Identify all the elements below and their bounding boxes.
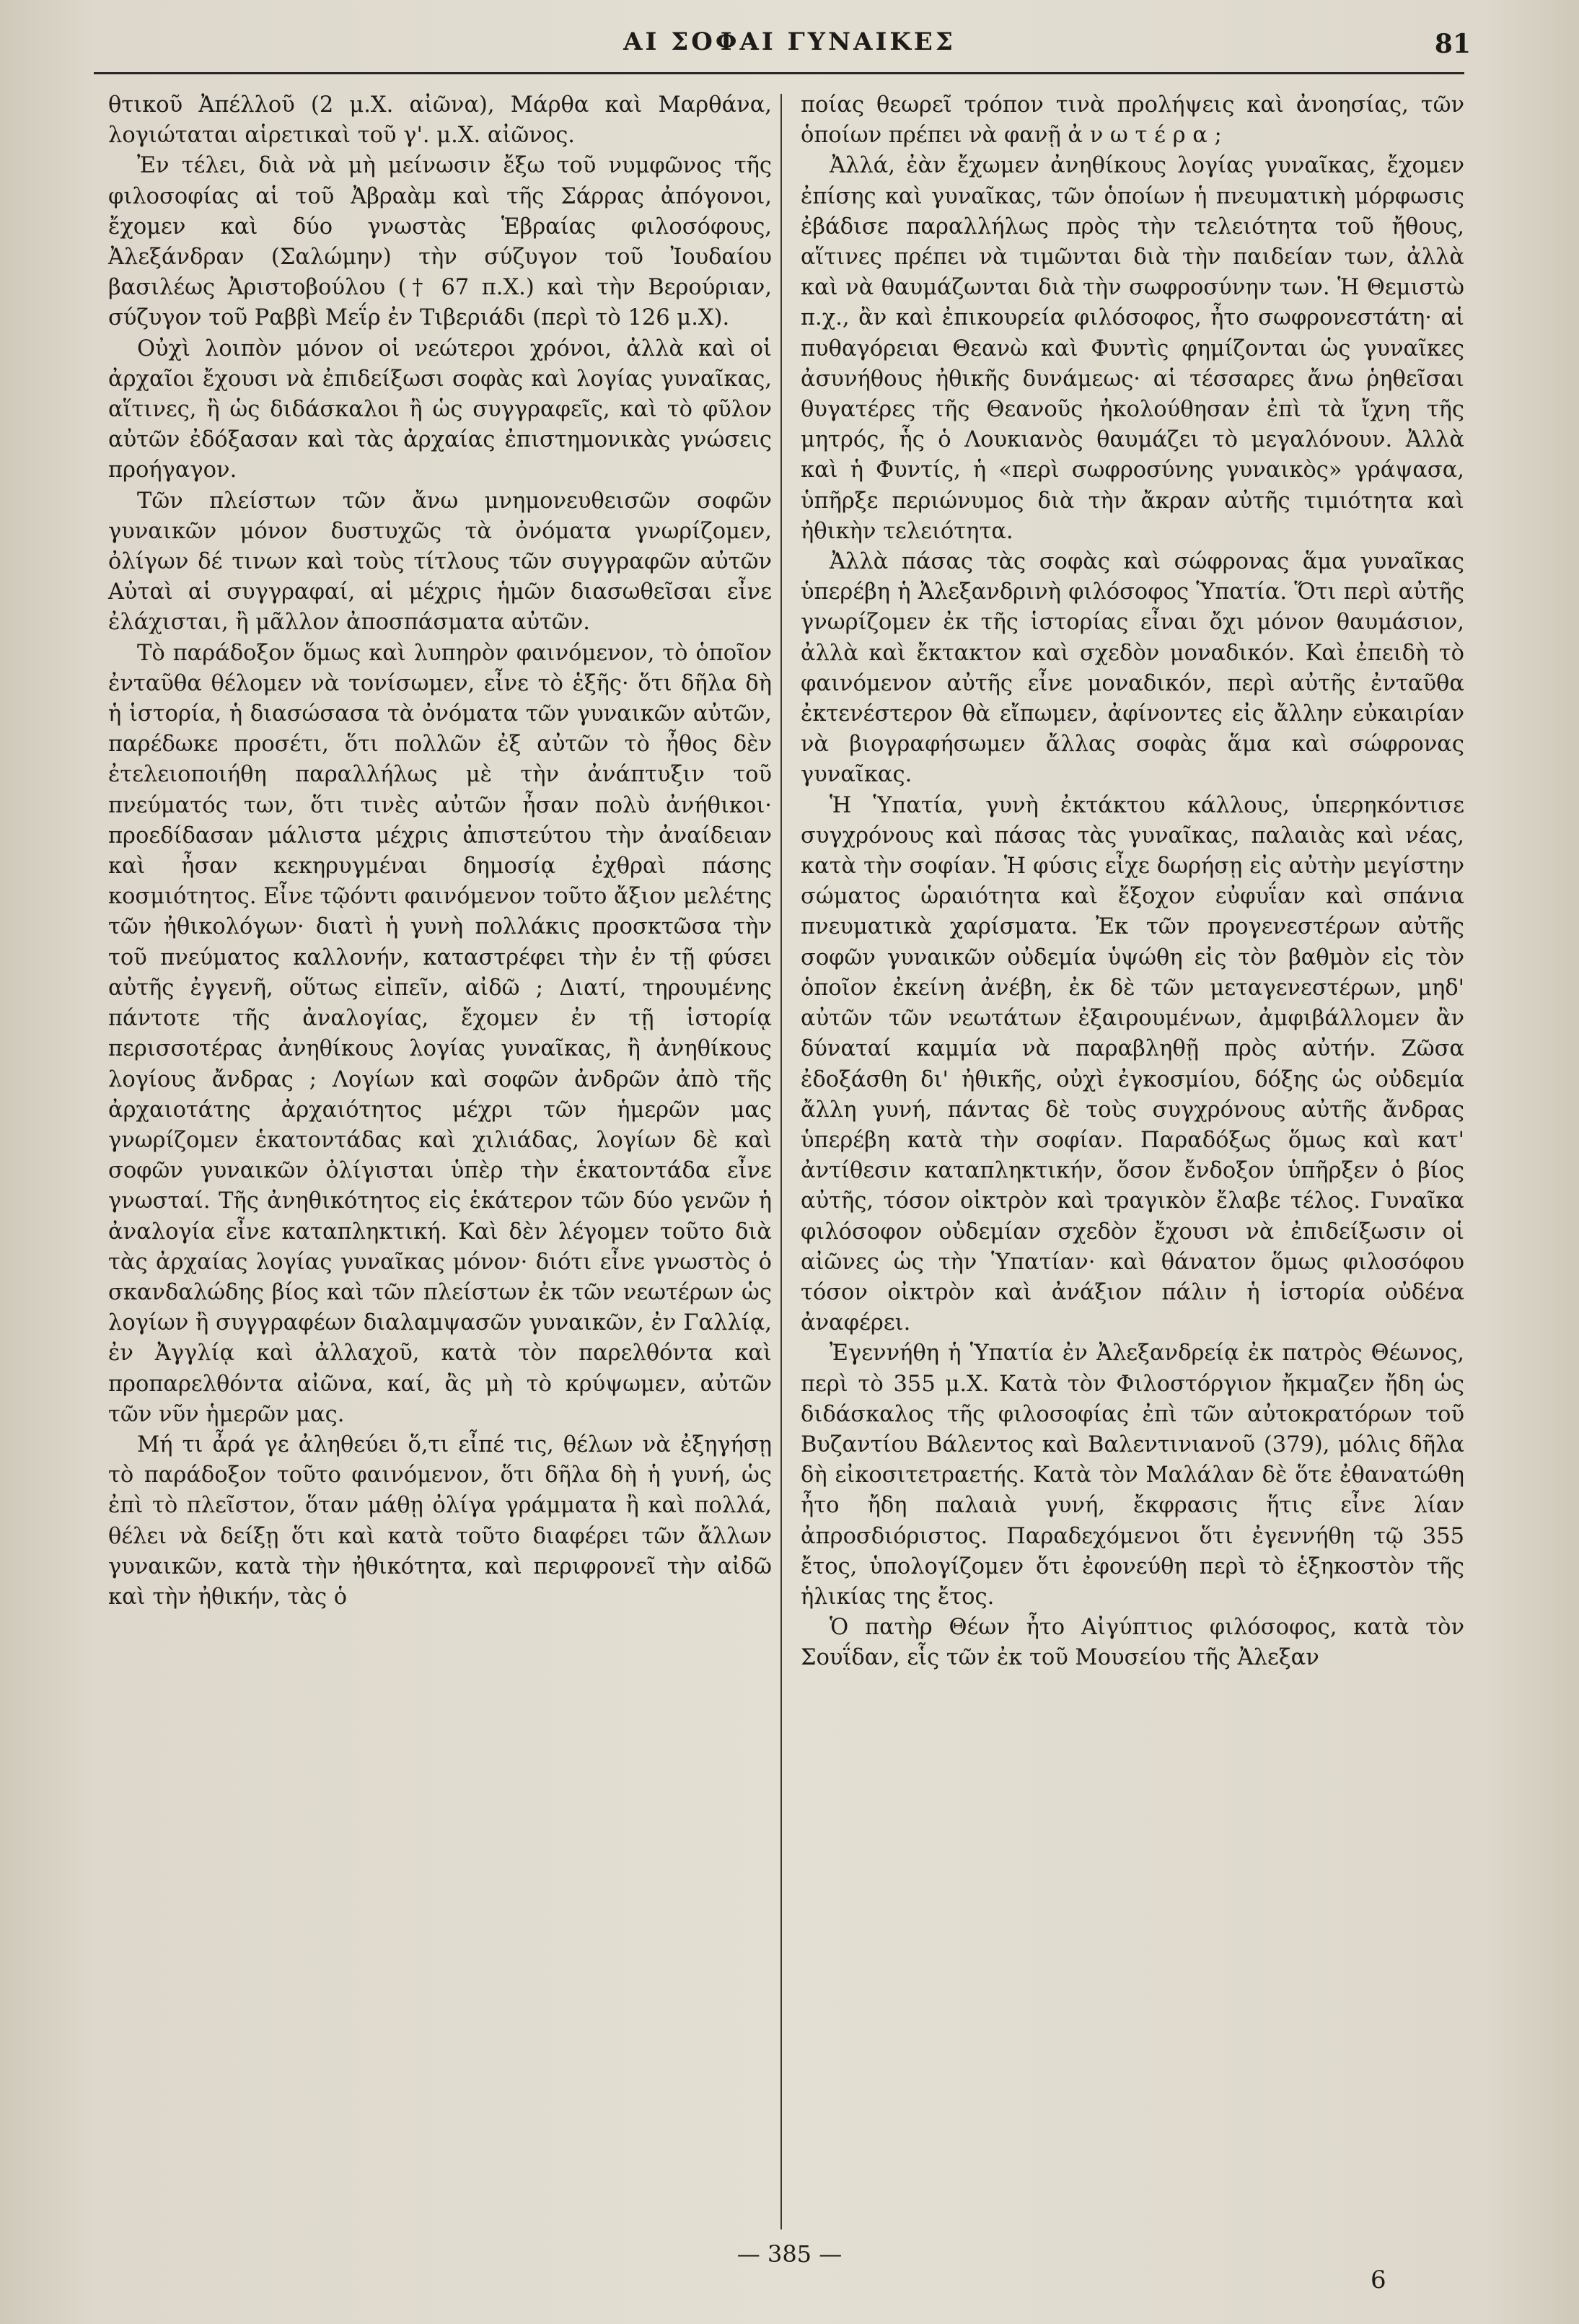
paragraph: Ἀλλὰ πάσας τὰς σοφὰς καὶ σώφρονας ἅμα γυναῖκας ὑπερέβη ἡ Ἀλεξανδρινὴ φιλόσοφος Ὑπατία. Ὅτι περὶ αὐτῆς γνωρίζομεν ἐκ τῆς ἱστορίας εἶναι ὄχι μόνον θαυμάσιον, ἀλλὰ καὶ ἔκτακτον καὶ σχεδὸν μοναδικόν. Καὶ ἐπειδὴ τὸ φαινόμενον αὐτῆς εἶνε μοναδικόν, περὶ αὐτῆς ἐνταῦθα ἐκτενέστερον θὰ εἴπωμεν, ἀφίνοντες εἰς ἄλλην εὐκαιρίαν νὰ βιογραφήσωμεν ἄλλας σοφὰς ἅμα καὶ σώφρονας γυναῖκας.	[801, 549, 1464, 788]
paragraph: Ἀλλά, ἐὰν ἔχωμεν ἀνηθίκους λογίας γυναῖκας, ἔχομεν ἐπίσης καὶ γυναῖκας, τῶν ὁποίων ἡ πνευματικὴ μόρφωσις ἐβάδισε παραλλήλως πρὸς τὴν τελειότητα τοῦ ἤθους, αἵτινες πρέπει νὰ τιμῶνται διὰ τὴν παιδείαν των, ἀλλὰ καὶ νὰ θαυμάζωνται διὰ τὴν σωφροσύνην των. Ἡ Θεμιστὼ π.χ., ἂν καὶ ἐπικουρεία φιλόσοφος, ἦτο σωφρονεστάτη· αἱ πυθαγόρειαι Θεανὼ καὶ Φυντὶς φημίζονται ὡς γυναῖκες ἀσυνήθους ἠθικῆς δυνάμεως· αἱ τέσσαρες ἄνω ῥηθεῖσαι θυγατέρες τῆς Θεανοῦς ἠκολούθησαν ἐπὶ τὰ ἴχνη τῆς μητρός, ἧς ὁ Λουκιανὸς θαυμάζει τὸ μεγαλόνουν. Ἀλλὰ καὶ ἡ Φυντίς, ἡ «περὶ σωφροσύνης γυναικὸς» γράψασα, ὑπῆρξε περιώνυμος διὰ τὴν ἄκραν αὐτῆς τιμιότητα καὶ ἠθικὴν τελειότητα.	[801, 153, 1464, 544]
page-number: 81	[1434, 29, 1471, 59]
paragraph: Οὐχὶ λοιπὸν μόνον οἱ νεώτεροι χρόνοι, ἀλλὰ καὶ οἱ ἀρχαῖοι ἔχουσι νὰ ἐπιδείξωσι σοφὰς καὶ λογίας γυναῖκας, αἵτινες, ἢ ὡς διδάσκαλοι ἢ ὡς συγγραφεῖς, καὶ τὸ φῦλον αὐτῶν ἐδόξασαν καὶ τὰς ἀρχαίας ἐπιστημονικὰς γνώσεις προήγαγον.	[108, 336, 772, 483]
paragraph: Ἐγεννήθη ἡ Ὑπατία ἐν Ἀλεξανδρείᾳ ἐκ πατρὸς Θέωνος, περὶ τὸ 355 μ.Χ. Κατὰ τὸν Φιλοστόργιον ἤκμαζεν ἤδη ὡς διδάσκαλος τῆς φιλοσοφίας ἐπὶ τῶν αὐτοκρατόρων τοῦ Βυζαντίου Βάλεντος καὶ Βαλεντινιανοῦ (379), μόλις δῆλα δὴ εἰκοσιτετραετής. Κατὰ τὸν Μαλάλαν δὲ ὅτε ἐθανατώθη ἦτο ἤδη παλαιὰ γυνή, ἔκφρασις ἥτις εἶνε λίαν ἀπροσδιόριστος. Παραδεχόμενοι ὅτι ἐγεννήθη τῷ 355 ἔτος, ὑπολογίζομεν ὅτι ἐφονεύθη περὶ τὸ ἑξηκοστὸν τῆς ἡλικίας της ἔτος.	[801, 1341, 1464, 1610]
paragraph: ποίας θεωρεῖ τρόπον τινὰ προλήψεις καὶ ἀνοησίας, τῶν ὁποίων πρέπει νὰ φανῇ ἀ ν ω τ έ ρ α ;	[801, 92, 1464, 149]
running-title: ΑΙ ΣΟΦΑΙ ΓΥΝΑΙΚΕΣ	[623, 27, 956, 56]
running-head	[0, 22, 1579, 65]
paragraph: Ἐν τέλει, διὰ νὰ μὴ μείνωσιν ἔξω τοῦ νυμφῶνος τῆς φιλοσοφίας αἱ τοῦ Ἀβραὰμ καὶ τῆς Σάρρας ἀπόγονοι, ἔχομεν καὶ δύο γνωστὰς Ἑβραίας φιλοσόφους, Ἀλεξάνδραν (Σαλώμην) τὴν σύζυγον τοῦ Ἰουδαίου βασιλέως Ἀριστοβούλου († 67 π.Χ.) καὶ τὴν Βερούριαν, σύζυγον τοῦ Ραββὶ Μεΐρ ἐν Τιβεριάδι (περὶ τὸ 126 μ.Χ).	[108, 153, 772, 331]
paragraph: Ἡ Ὑπατία, γυνὴ ἐκτάκτου κάλλους, ὑπερηκόντισε συγχρόνους καὶ πάσας τὰς γυναῖκας, παλαιὰς καὶ νέας, κατὰ τὴν σοφίαν. Ἡ φύσις εἶχε δωρήσῃ εἰς αὐτὴν μεγίστην σώματος ὡραιότητα καὶ ἔξοχον εὐφυΐαν καὶ σπάνια πνευματικὰ χαρίσματα. Ἐκ τῶν προγενεστέρων αὐτῆς σοφῶν γυναικῶν οὐδεμία ὑψώθη εἰς τὸν βαθμὸν εἰς τὸν ὁποῖον ἐκείνη ἀνέβη, ἐκ δὲ τῶν μεταγενεστέρων, μηδ' αὐτῶν τῶν νεωτάτων ἐξαιρουμένων, ἀμφιβάλλομεν ἂν δύναταί καμμία νὰ παραβληθῇ πρὸς αὐτήν. Ζῶσα ἐδοξάσθη δι' ἠθικῆς, οὐχὶ ἐγκοσμίου, δόξης ὡς οὐδεμία ἄλλη γυνή, πάντας δὲ τοὺς συγχρόνους αὐτῆς ἄνδρας ὑπερέβη κατὰ τὴν σοφίαν. Παραδόξως ὅμως καὶ κατ' ἀντίθεσιν καταπληκτικήν, ὅσον ἔνδοξον ὑπῆρξεν ὁ βίος αὐτῆς, τόσον οἰκτρὸν καὶ τραγικὸν ἔλαβε τέλος. Γυναῖκα φιλόσοφον οὐδεμίαν σχεδὸν ἔχουσι νὰ ἐπιδείξωσιν οἱ αἰῶνες ὡς τὴν Ὑπατίαν· καὶ θάνατον ὅμως φιλοσόφου τόσον οἰκτρὸν καὶ ἀνάξιον πάλιν ἡ ἱστορία οὐδένα ἀναφέρει.	[801, 792, 1464, 1336]
signature-mark: 6	[1371, 2266, 1386, 2294]
paragraph: Τὸ παράδοξον ὅμως καὶ λυπηρὸν φαινόμενον, τὸ ὁποῖον ἐνταῦθα θέλομεν νὰ τονίσωμεν, εἶνε τὸ ἑξῆς· ὅτι δῆλα δὴ ἡ ἱστορία, ἡ διασώσασα τὰ ὀνόματα τῶν γυναικῶν αὐτῶν, παρέδωκε προσέτι, ὅτι πολλῶν ἐξ αὐτῶν τὸ ἦθος δὲν ἐτελειοποιήθη παραλλήλως μὲ τὴν ἀνάπτυξιν τοῦ πνεύματός των, ὅτι τινὲς αὐτῶν ἦσαν πολὺ ἀνήθικοι· προεδίδασαν μάλιστα μέχρις ἀπιστεύτου τὴν ἀναίδειαν καὶ ἦσαν κεκηρυγμέναι δημοσίᾳ ἐχθραὶ πάσης κοσμιότητος. Εἶνε τῷόντι φαινόμενον τοῦτο ἄξιον μελέτης τῶν ἠθικολόγων· διατὶ ἡ γυνὴ πολλάκις προσκτῶσα τὴν τοῦ πνεύματος καλλονήν, καταστρέφει τὴν ἐν τῇ φύσει αὐτῆς ἐγγενῆ, οὕτως εἰπεῖν, αἰδῶ ; Διατί, τηρουμένης πάντοτε τῆς ἀναλογίας, ἔχομεν ἐν τῇ ἱστορίᾳ περισσοτέρας ἀνηθίκους λογίας γυναῖκας, ἢ ἀνηθίκους λογίους ἄνδρας ; Λογίων καὶ σοφῶν ἀνδρῶν ἀπὸ τῆς ἀρχαιοτάτης ἀρχαιότητος μέχρι τῶν ἡμερῶν μας γνωρίζομεν ἑκατοντάδας καὶ χιλιάδας, λογίων δὲ καὶ σοφῶν γυναικῶν ὀλίγισται ὑπὲρ τὴν ἑκατοντάδα εἶνε γνωσταί. Τῆς ἀνηθικότητος εἰς ἑκάτερον τῶν δύο γενῶν ἡ ἀναλογία εἶνε καταπληκτική. Καὶ δὲν λέγομεν τοῦτο διὰ τὰς ἀρχαίας λογίας γυναῖκας μόνον· διότι εἶνε γνωστὸς ὁ σκανδαλώδης βίος καὶ τῶν πλείστων ἐκ τῶν νεωτέρων ὡς λογίων ἢ συγγραφέων διαλαμψασῶν γυναικῶν, ἐν Γαλλίᾳ, ἐν Ἀγγλίᾳ καὶ ἀλλαχοῦ, κατὰ τὸν παρελθόντα καὶ προπαρελθόντα αἰῶνα, καί, ἂς μὴ τὸ κρύψωμεν, αὐτῶν τῶν νῦν ἡμερῶν μας.	[108, 640, 772, 1427]
header-rule	[94, 72, 1464, 74]
column-divider	[780, 94, 782, 2229]
page-folio: — 385 —	[736, 2240, 843, 2268]
paragraph: Μή τι ἆρά γε ἀληθεύει ὅ,τι εἶπέ τις, θέλων νὰ ἐξηγήσῃ τὸ παράδοξον τοῦτο φαινόμενον, ὅτι δῆλα δὴ ἡ γυνή, ὡς ἐπὶ τὸ πλεῖστον, ὅταν μάθῃ ὀλίγα γράμματα ἢ καὶ πολλά, θέλει νὰ δείξῃ ὅτι καὶ κατὰ τοῦτο διαφέρει τῶν ἄλλων γυναικῶν, κατὰ τὴν ἠθικότητα, καὶ περιφρονεῖ τὴν αἰδῶ καὶ τὴν ἠθικήν, τὰς ὁ	[108, 1431, 772, 1610]
left-column	[108, 90, 772, 1613]
paragraph: Τῶν πλείστων τῶν ἄνω μνημονευθεισῶν σοφῶν γυναικῶν μόνον δυστυχῶς τὰ ὀνόματα γνωρίζομεν, ὀλίγων δέ τινων καὶ τοὺς τίτλους τῶν συγγραφῶν αὐτῶν Αὐταὶ αἱ συγγραφαί, αἱ μέχρις ἡμῶν διασωθεῖσαι εἶνε ἐλάχισται, ἢ μᾶλλον ἀποσπάσματα αὐτῶν.	[108, 488, 772, 636]
right-column	[801, 90, 1464, 1674]
paragraph: θτικοῦ Ἀπέλλοῦ (2 μ.Χ. αἰῶνα), Μάρθα καὶ Μαρθάνα, λογιώταται αἱρετικαὶ τοῦ γ'. μ.Χ. αἰῶνος.	[108, 92, 772, 149]
paragraph: Ὁ πατὴρ Θέων ἦτο Αἰγύπτιος φιλόσοφος, κατὰ τὸν Σουΐδαν, εἷς τῶν ἐκ τοῦ Μουσείου τῆς Ἀλεξαν	[801, 1615, 1464, 1671]
